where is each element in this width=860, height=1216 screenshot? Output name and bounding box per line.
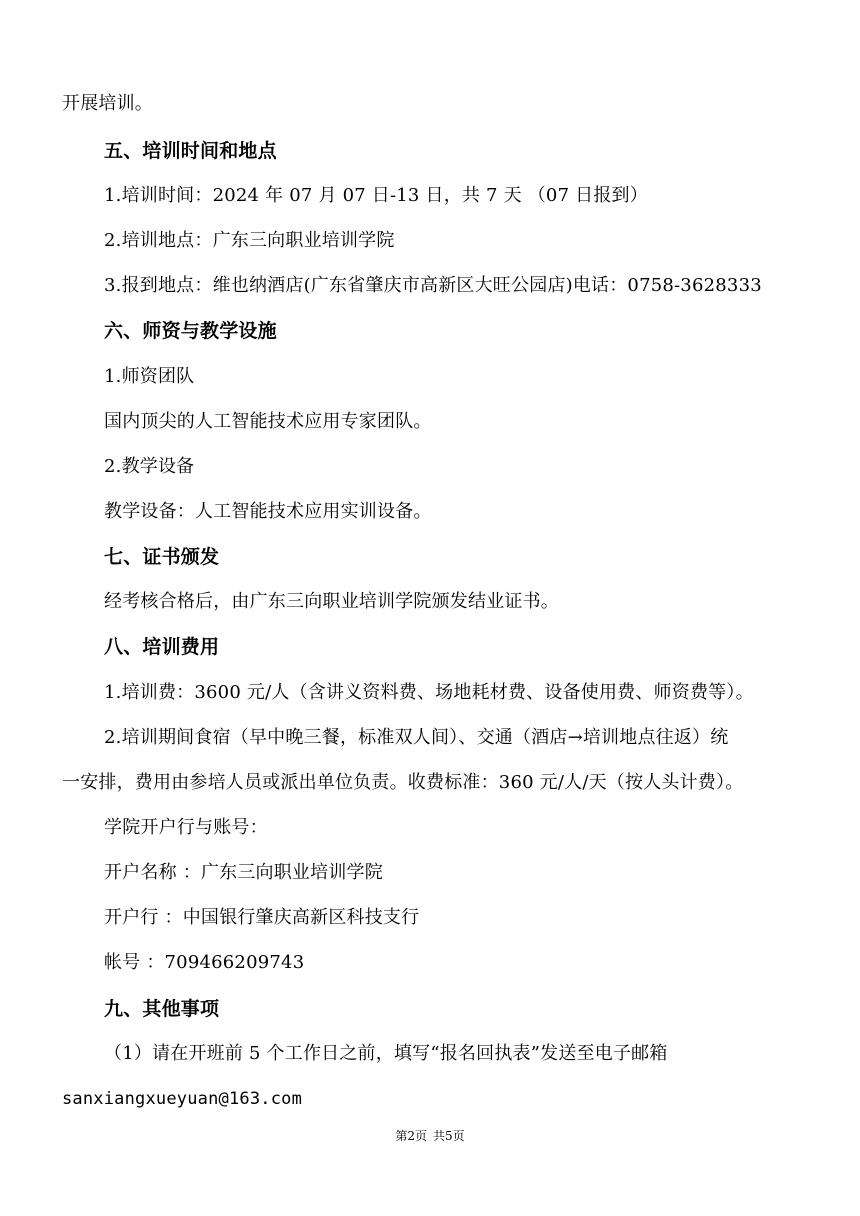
equipment-text: 教学设备：人工智能技术应用实训设备。 — [104, 501, 432, 522]
training-fee: 1.培训费：3600 元/人（含讲义资料费、场地耗材费、设备使用费、师资费等）。 — [104, 682, 754, 703]
section-heading-6: 六、师资与教学设施 — [104, 320, 277, 342]
certificate-text: 经考核合格后，由广东三向职业培训学院颁发结业证书。 — [104, 591, 559, 612]
section-heading-8: 八、培训费用 — [104, 636, 220, 658]
account-number: 帐号 ：709466209743 — [104, 952, 305, 973]
accommodation-fee-line-1: 2.培训期间食宿（早中晚三餐，标准双人间）、交通（酒店→培训地点往返）统 — [104, 727, 729, 748]
page-footer — [0, 1128, 860, 1144]
section-heading-5: 五、培训时间和地点 — [104, 140, 277, 162]
teaching-team-subheading: 1.师资团队 — [104, 366, 195, 387]
training-location: 2.培训地点：广东三向职业培训学院 — [104, 230, 395, 251]
bank-account-heading: 学院开户行与账号： — [104, 817, 268, 838]
page-number: 第2页 — [395, 1129, 427, 1143]
email-address: sanxiangxueyuan@163.com — [62, 1089, 303, 1109]
teaching-team-text: 国内顶尖的人工智能技术应用专家团队。 — [104, 411, 432, 432]
paragraph-continuation: 开展培训。 — [62, 93, 153, 114]
accommodation-fee-line-2: 一安排，费用由参培人员或派出单位负责。收费标准：360 元/人/天（按人头计费）。 — [62, 772, 744, 793]
check-in-location: 3.报到地点：维也纳酒店(广东省肇庆市高新区大旺公园店)电话：0758-3628333 — [104, 275, 762, 296]
registration-instruction: （1）请在开班前 5 个工作日之前，填写“报名回执表”发送至电子邮箱 — [104, 1043, 668, 1064]
account-name: 开户名称 ：广东三向职业培训学院 — [104, 862, 383, 883]
training-time: 1.培训时间：2024 年 07 月 07 日-13 日，共 7 天 （07 日报到） — [104, 185, 648, 206]
equipment-subheading: 2.教学设备 — [104, 456, 195, 477]
section-heading-7: 七、证书颁发 — [104, 546, 220, 568]
account-bank: 开户行 ：中国银行肇庆高新区科技支行 — [104, 907, 420, 928]
section-heading-9: 九、其他事项 — [104, 998, 220, 1020]
page-total: 共5页 — [433, 1129, 465, 1143]
